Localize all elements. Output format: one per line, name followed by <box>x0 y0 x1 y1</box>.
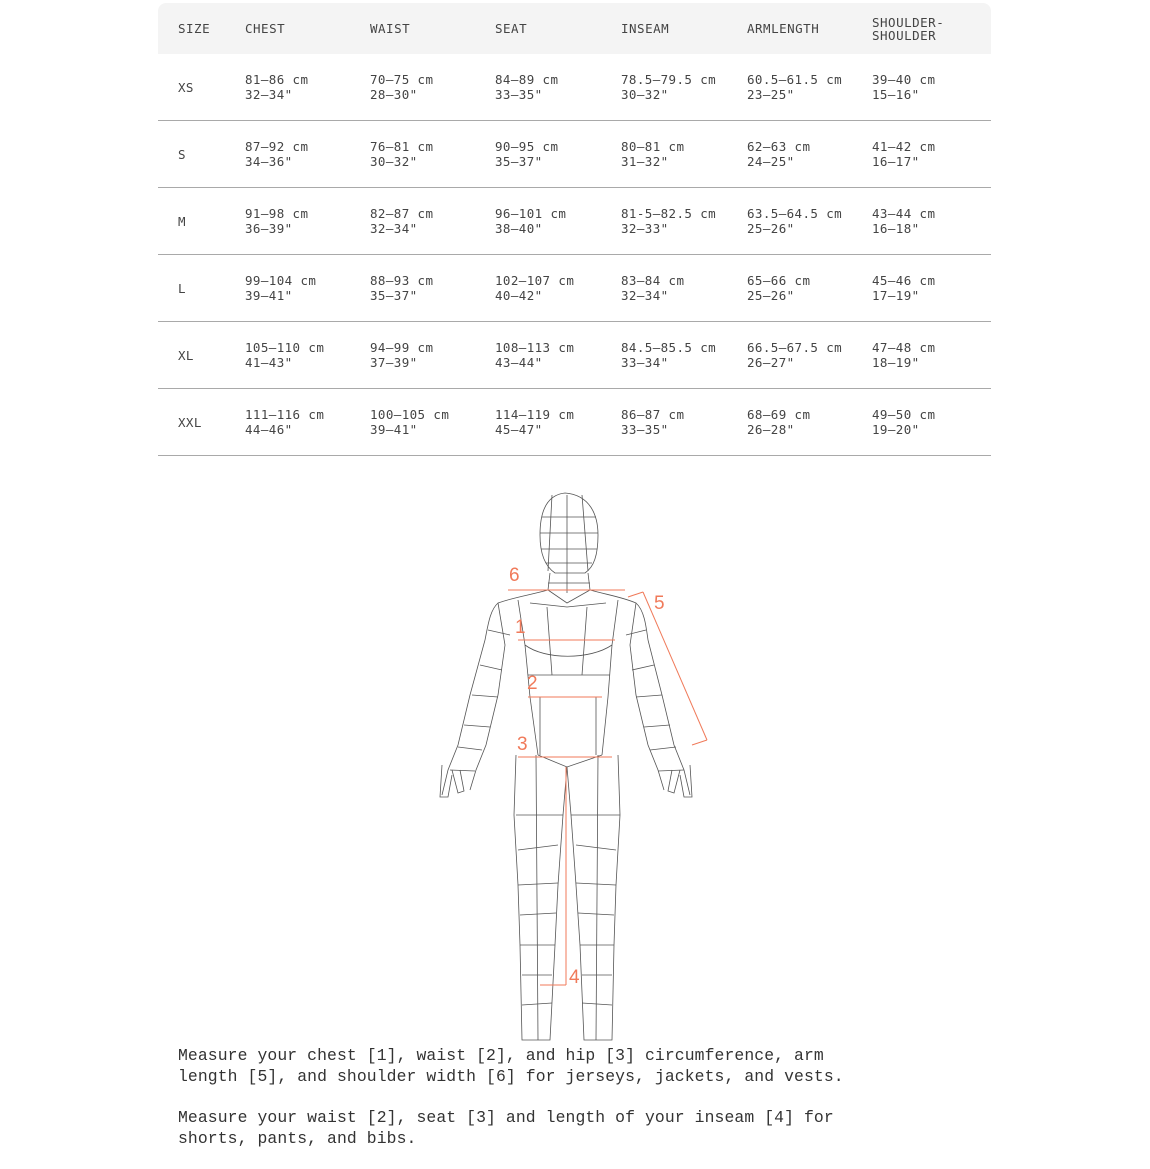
value-inches: 34–36" <box>245 154 293 169</box>
value-inches: 33–35" <box>621 422 669 437</box>
seat-cell <box>495 121 621 188</box>
value-inches: 25–26" <box>747 288 795 303</box>
header-waist: WAIST <box>370 21 411 36</box>
chest-cell <box>245 322 370 389</box>
mannequin-icon <box>430 485 730 1045</box>
value-cm: 111–116 cm <box>245 407 325 422</box>
instruction-tops: Measure your chest [1], waist [2], and hip [3] circumference, arm length [5], and shoulder width [6] for jerseys, jackets, and vests. <box>178 1046 844 1086</box>
value-inches: 37–39" <box>370 355 418 370</box>
inseam-cell <box>621 188 747 255</box>
shoulder-cell <box>872 322 991 389</box>
value-inches: 19–20" <box>872 422 920 437</box>
value-cm: 84–89 cm <box>495 72 559 87</box>
table-row <box>158 188 991 255</box>
value-inches: 17–19" <box>872 288 920 303</box>
seat-cell <box>495 322 621 389</box>
value-inches: 30–32" <box>621 87 669 102</box>
value-cm: 100–105 cm <box>370 407 450 422</box>
value-cm: 84.5–85.5 cm <box>621 340 717 355</box>
waist-cell <box>370 54 495 121</box>
instruction-bottoms: Measure your waist [2], seat [3] and length of your inseam [4] for shorts, pants, and bibs. <box>178 1108 834 1148</box>
header-inseam: INSEAM <box>621 21 670 36</box>
table-row <box>158 389 991 456</box>
value-cm: 66.5–67.5 cm <box>747 340 843 355</box>
value-cm: 49–50 cm <box>872 407 936 422</box>
value-inches: 24–25" <box>747 154 795 169</box>
value-inches: 35–37" <box>495 154 543 169</box>
header-shoulder: SHOULDER- SHOULDER <box>872 14 945 43</box>
seat-cell <box>495 255 621 322</box>
value-cm: 102–107 cm <box>495 273 575 288</box>
value-cm: 114–119 cm <box>495 407 575 422</box>
value-inches: 36–39" <box>245 221 293 236</box>
value-inches: 32–34" <box>245 87 293 102</box>
inseam-cell <box>621 121 747 188</box>
table-row <box>158 255 991 322</box>
value-cm: 82–87 cm <box>370 206 434 221</box>
value-cm: 63.5–64.5 cm <box>747 206 843 221</box>
value-cm: 86–87 cm <box>621 407 685 422</box>
value-inches: 40–42" <box>495 288 543 303</box>
size-cell: L <box>158 255 245 322</box>
value-cm: 80–81 cm <box>621 139 685 154</box>
value-cm: 68–69 cm <box>747 407 811 422</box>
size-table <box>158 3 991 456</box>
value-inches: 38–40" <box>495 221 543 236</box>
armlength-cell <box>747 322 872 389</box>
armlength-cell <box>747 121 872 188</box>
measurement-figure <box>430 485 730 1045</box>
value-cm: 43–44 cm <box>872 206 936 221</box>
value-inches: 26–28" <box>747 422 795 437</box>
header-armlength: ARMLENGTH <box>747 21 820 36</box>
value-inches: 35–37" <box>370 288 418 303</box>
label-5: 5 <box>654 593 665 614</box>
value-inches: 43–44" <box>495 355 543 370</box>
size-cell: M <box>158 188 245 255</box>
value-cm: 60.5–61.5 cm <box>747 72 843 87</box>
chest-cell <box>245 121 370 188</box>
seat-cell <box>495 389 621 456</box>
header-seat: SEAT <box>495 21 528 36</box>
waist-cell <box>370 255 495 322</box>
value-inches: 15–16" <box>872 87 920 102</box>
value-cm: 78.5–79.5 cm <box>621 72 717 87</box>
shoulder-cell <box>872 54 991 121</box>
table-row <box>158 322 991 389</box>
value-cm: 105–110 cm <box>245 340 325 355</box>
value-inches: 39–41" <box>245 288 293 303</box>
size-cell: XL <box>158 322 245 389</box>
value-cm: 108–113 cm <box>495 340 575 355</box>
value-cm: 76–81 cm <box>370 139 434 154</box>
value-inches: 39–41" <box>370 422 418 437</box>
value-cm: 88–93 cm <box>370 273 434 288</box>
shoulder-cell <box>872 121 991 188</box>
inseam-cell <box>621 322 747 389</box>
value-inches: 28–30" <box>370 87 418 102</box>
value-cm: 39–40 cm <box>872 72 936 87</box>
size-cell: S <box>158 121 245 188</box>
table-row <box>158 54 991 121</box>
label-2: 2 <box>527 673 538 694</box>
label-4: 4 <box>569 967 580 988</box>
value-inches: 41–43" <box>245 355 293 370</box>
armlength-cell <box>747 389 872 456</box>
value-cm: 81–86 cm <box>245 72 309 87</box>
value-inches: 23–25" <box>747 87 795 102</box>
armlength-cell <box>747 188 872 255</box>
value-inches: 44–46" <box>245 422 293 437</box>
waist-cell <box>370 389 495 456</box>
table-row <box>158 121 991 188</box>
chest-cell <box>245 54 370 121</box>
value-inches: 31–32" <box>621 154 669 169</box>
chest-cell <box>245 188 370 255</box>
value-cm: 81-5–82.5 cm <box>621 206 717 221</box>
value-inches: 18–19" <box>872 355 920 370</box>
size-cell: XS <box>158 54 245 121</box>
shoulder-cell <box>872 255 991 322</box>
value-cm: 83–84 cm <box>621 273 685 288</box>
value-inches: 33–34" <box>621 355 669 370</box>
value-inches: 16–18" <box>872 221 920 236</box>
label-3: 3 <box>517 734 528 755</box>
value-cm: 96–101 cm <box>495 206 567 221</box>
value-inches: 25–26" <box>747 221 795 236</box>
chest-cell <box>245 255 370 322</box>
inseam-cell <box>621 389 747 456</box>
chest-cell <box>245 389 370 456</box>
value-cm: 94–99 cm <box>370 340 434 355</box>
value-inches: 32–34" <box>621 288 669 303</box>
value-inches: 26–27" <box>747 355 795 370</box>
shoulder-cell <box>872 389 991 456</box>
table-header-row <box>158 3 991 54</box>
armlength-cell <box>747 255 872 322</box>
value-cm: 65–66 cm <box>747 273 811 288</box>
seat-cell <box>495 54 621 121</box>
value-cm: 90–95 cm <box>495 139 559 154</box>
waist-cell <box>370 322 495 389</box>
value-cm: 41–42 cm <box>872 139 936 154</box>
shoulder-cell <box>872 188 991 255</box>
armlength-cell <box>747 54 872 121</box>
waist-cell <box>370 121 495 188</box>
value-cm: 62–63 cm <box>747 139 811 154</box>
header-chest: CHEST <box>245 21 286 36</box>
value-inches: 32–33" <box>621 221 669 236</box>
value-cm: 45–46 cm <box>872 273 936 288</box>
waist-cell <box>370 188 495 255</box>
value-inches: 32–34" <box>370 221 418 236</box>
value-inches: 30–32" <box>370 154 418 169</box>
size-chart <box>158 3 991 456</box>
size-cell: XXL <box>158 389 245 456</box>
header-size: SIZE <box>178 21 211 36</box>
value-cm: 47–48 cm <box>872 340 936 355</box>
inseam-cell <box>621 255 747 322</box>
value-cm: 99–104 cm <box>245 273 317 288</box>
label-1: 1 <box>515 617 526 638</box>
value-cm: 91–98 cm <box>245 206 309 221</box>
value-inches: 45–47" <box>495 422 543 437</box>
measurement-instructions <box>178 1045 878 1169</box>
label-6: 6 <box>509 565 520 586</box>
inseam-cell <box>621 54 747 121</box>
value-cm: 87–92 cm <box>245 139 309 154</box>
value-inches: 33–35" <box>495 87 543 102</box>
value-cm: 70–75 cm <box>370 72 434 87</box>
seat-cell <box>495 188 621 255</box>
value-inches: 16–17" <box>872 154 920 169</box>
